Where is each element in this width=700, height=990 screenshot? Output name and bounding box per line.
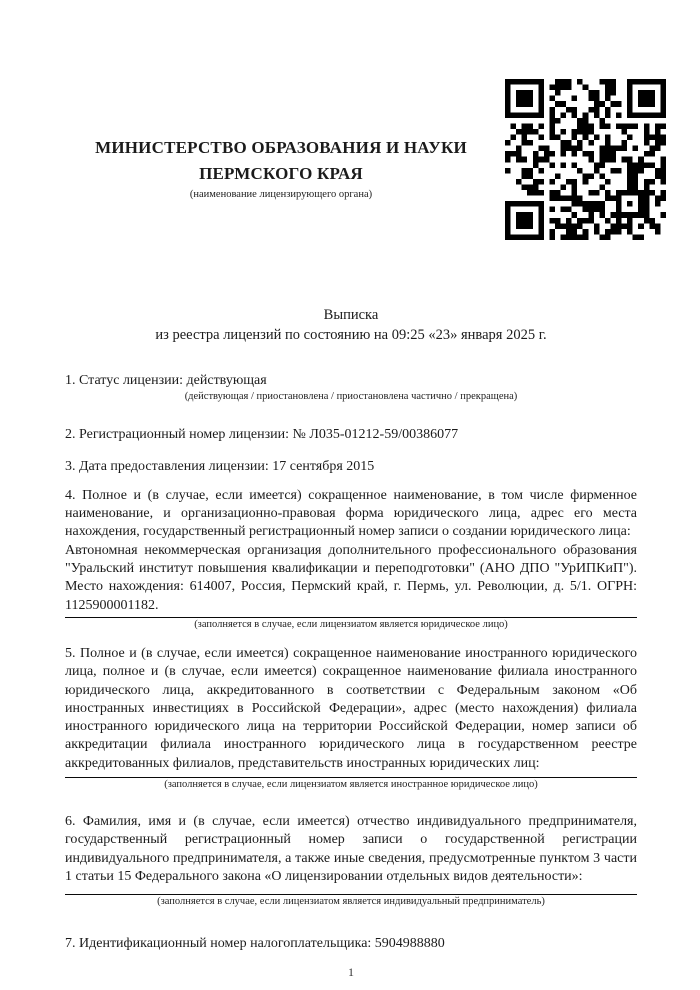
document-title-line2: из реестра лицензий по состоянию на 09:25 «23» января 2025 г. xyxy=(155,327,547,343)
letterhead xyxy=(65,0,497,201)
ministry-name-line2: ПЕРМСКОГО КРАЯ xyxy=(199,164,363,183)
section-4-value: Автономная некоммерческая организация дополнительного профессионального образования "Уральский институт повышения квалификации и переподготовки" (АНО ДПО "УрИПКиП"). Место нахождения: 614007, Россия, Пермский край, г. Пермь, ул. Революции, д. 5/1. ОГРН: 1125900001182. xyxy=(65,542,637,613)
section-2-registration-number: 2. Регистрационный номер лицензии: № Л035-01212-59/00386077 xyxy=(65,427,459,443)
section-5-caption: (заполняется в случае, если лицензиатом является иностранное юридическое лицо) xyxy=(164,779,538,791)
section-7-inn: 7. Идентификационный номер налогоплательщика: 5904988880 xyxy=(65,936,445,952)
page-number: 1 xyxy=(348,964,354,979)
document-title-line1: Выписка xyxy=(323,307,379,323)
section-6-entrepreneur: 6. Фамилия, имя и (в случае, если имеется) отчество индивидуального предпринимателя, государственный регистрационный номер записи о государственной регистрации индивидуального предпринимателя, а также иные сведения, предусмотренные пунктом 3 части 1 статьи 15 Федерального закона «О лицензировании отдельных видов деятельности»: xyxy=(65,814,637,884)
section-6-caption: (заполняется в случае, если лицензиатом является индивидуальный предприниматель) xyxy=(157,896,545,908)
section-3-license-date: 3. Дата предоставления лицензии: 17 сентября 2015 xyxy=(65,458,375,474)
section-1-status: 1. Статус лицензии: действующая xyxy=(65,373,267,388)
ministry-name xyxy=(65,135,497,187)
ministry-caption: (наименование лицензирующего органа) xyxy=(189,189,373,200)
ministry-name-line1: МИНИСТЕРСТВО ОБРАЗОВАНИЯ И НАУКИ xyxy=(95,138,467,157)
qr-code xyxy=(505,79,666,240)
section-5-foreign-entity: 5. Полное и (в случае, если имеется) сокращенное наименование иностранного юридического лица, полное и (в случае, если имеется) сокращенное наименование филиала иностранного юридического лица, аккредитованного в соответствии с Федеральным законом «Об иностранных инвестициях в Российской Федерации», адрес (место нахождения) филиала иностранного юридического лица на территории Российской Федерации, номер записи об аккредитации филиала иностранного юридического лица в государственном реестре аккредитованных филиалов, представительств иностранных юридических лиц: xyxy=(65,645,637,771)
section-1-caption: (действующая / приостановлена / приостановлена частично / прекращена) xyxy=(184,391,518,403)
document-title xyxy=(65,305,637,345)
section-4-caption: (заполняется в случае, если лицензиатом является юридическое лицо) xyxy=(194,618,508,630)
section-4-intro: 4. Полное и (в случае, если имеется) сокращенное наименование, в том числе фирменное наименование, и организационно-правовая форма юридического лица, адрес его места нахождения, государственный регистрационный номер записи о создании юридического лица: xyxy=(65,487,637,540)
